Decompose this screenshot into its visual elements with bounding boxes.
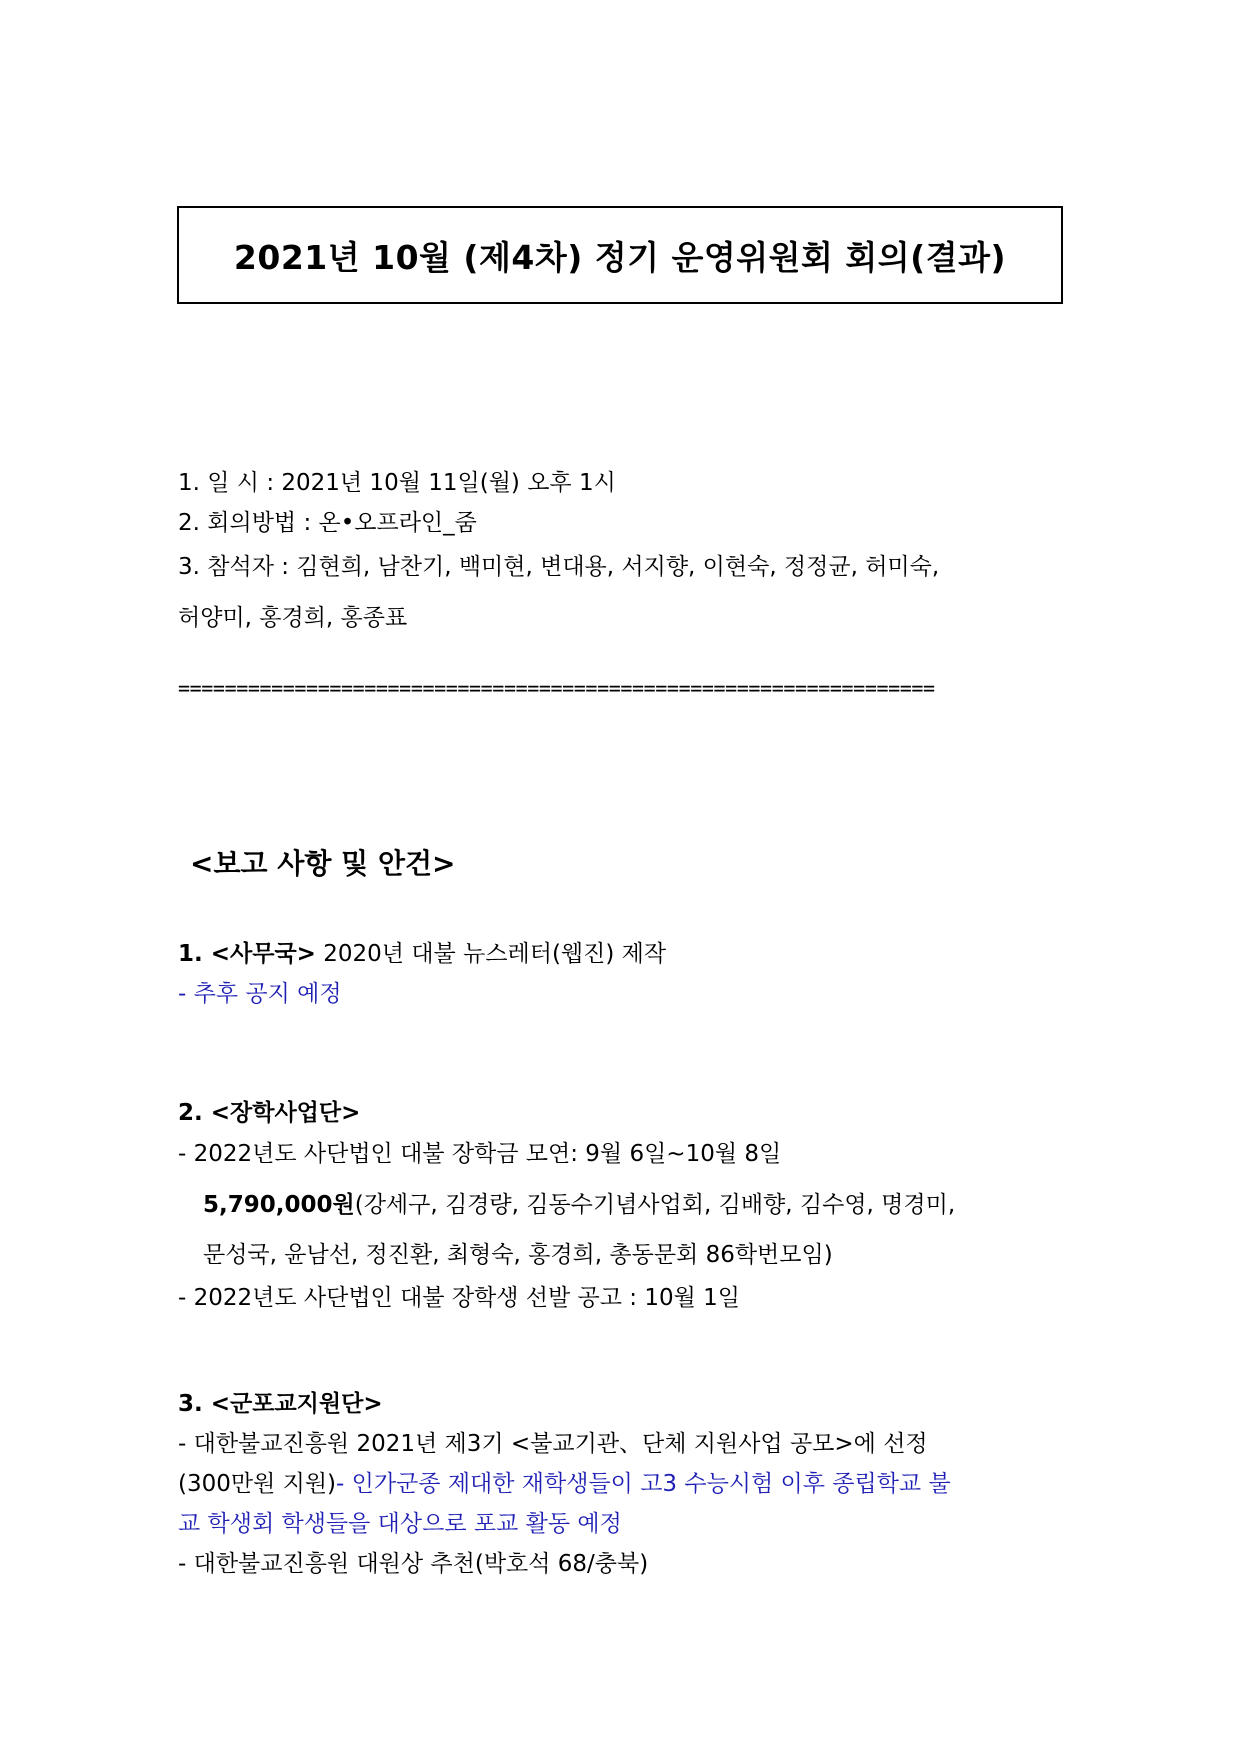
- attendees-line-1: 3. 참석자 : 김현희, 남찬기, 백미현, 변대용, 서지향, 이현숙, 정정균, 허미숙,: [178, 554, 940, 580]
- item-3-line-2-text: (300만원 지원): [178, 1471, 337, 1497]
- item-3-heading: 3. <군포교지원단>: [178, 1391, 383, 1417]
- item-3-line-4: - 대한불교진흥원 대원상 추천(박호석 68/충북): [178, 1551, 649, 1577]
- item-3-line-3-note: 교 학생회 학생들을 대상으로 포교 활동 예정: [178, 1511, 622, 1537]
- title-box: [177, 206, 1063, 304]
- section-title: <보고 사항 및 안건>: [190, 847, 456, 880]
- item-1-heading-bold: 1. <사무국>: [178, 941, 316, 967]
- item-3-line-2: [178, 1469, 951, 1499]
- donors-line-2: 문성국, 윤남선, 정진환, 최형숙, 홍경희, 총동문회 86학번모임): [203, 1242, 833, 1268]
- item-2-amount-line: [203, 1190, 955, 1220]
- donors-line-1: (강세구, 김경량, 김동수기념사업회, 김배향, 김수영, 명경미,: [354, 1192, 956, 1218]
- item-2-line-4: - 2022년도 사단법인 대불 장학생 선발 공고 : 10월 1일: [178, 1285, 740, 1311]
- item-1-note: - 추후 공지 예정: [178, 981, 342, 1007]
- item-1-heading-text: 2020년 대불 뉴스레터(웹진) 제작: [315, 941, 667, 967]
- divider: =================================================================: [178, 676, 935, 700]
- page-title: 2021년 10월 (제4차) 정기 운영위원회 회의(결과): [233, 237, 1007, 277]
- meeting-date: 1. 일 시 : 2021년 10월 11일(월) 오후 1시: [178, 470, 616, 496]
- item-3-line-2-note: - 인가군종 제대한 재학생들이 고3 수능시험 이후 종립학교 불: [336, 1471, 951, 1497]
- item-2-heading: 2. <장학사업단>: [178, 1100, 361, 1126]
- meeting-method: 2. 회의방법 : 온•오프라인_줌: [178, 510, 477, 536]
- item-3-line-1: - 대한불교진흥원 2021년 제3기 <불교기관、단체 지원사업 공모>에 선정: [178, 1431, 928, 1457]
- item-1-heading: [178, 939, 666, 969]
- attendees-line-2: 허양미, 홍경희, 홍종표: [178, 605, 408, 631]
- item-2-line-1: - 2022년도 사단법인 대불 장학금 모연: 9월 6일~10월 8일: [178, 1141, 782, 1167]
- scholarship-amount: 5,790,000원: [203, 1192, 355, 1218]
